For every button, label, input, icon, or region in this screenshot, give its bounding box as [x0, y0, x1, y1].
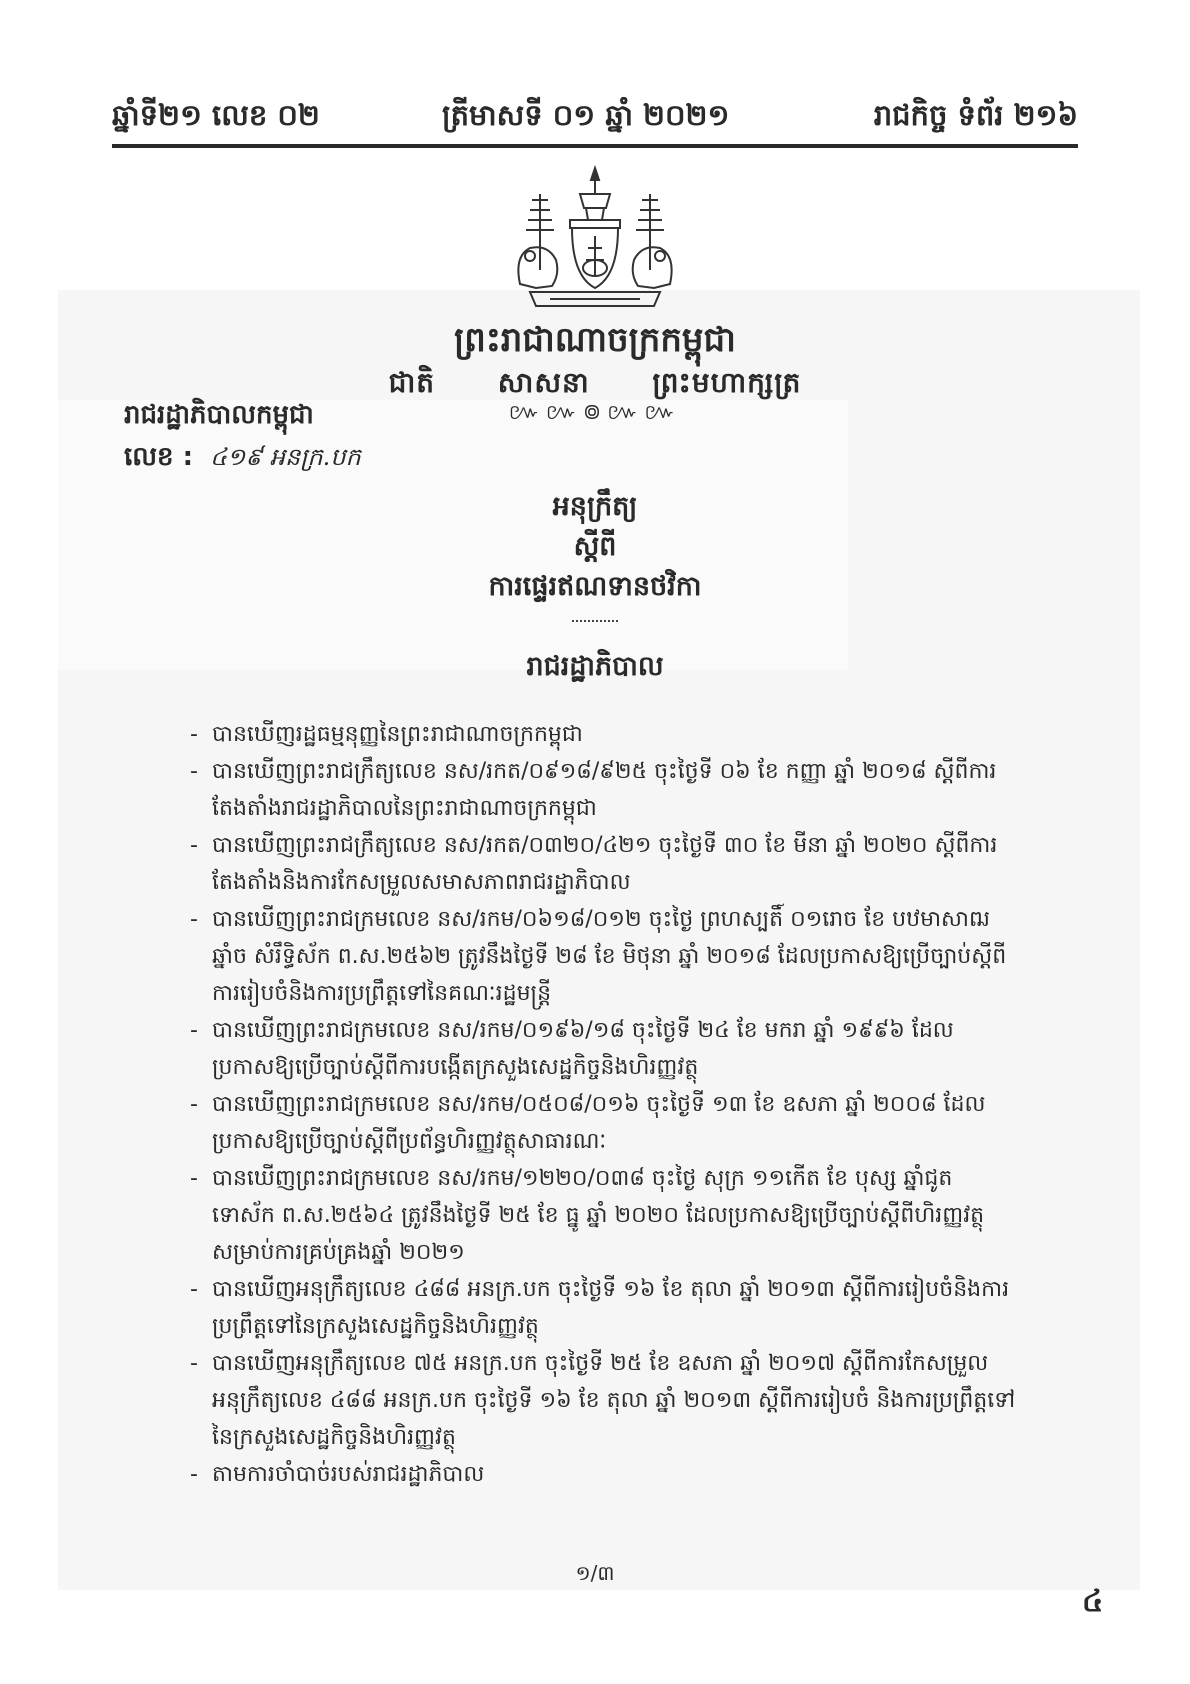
section-heading: រាជរដ្ឋាភិបាល [526, 651, 664, 682]
document-about: ស្តីពី [573, 531, 617, 562]
clause-item: - តាមការចាំបាច់របស់រាជរដ្ឋាភិបាល [190, 1456, 1020, 1493]
issuer-label: រាជរដ្ឋាភិបាលកម្ពុជា [124, 400, 314, 430]
clause-item: - បានឃើញព្រះរាជក្រមលេខ នស/រកម/០៦១៨/០១២ ចុះថ្ងៃ ព្រហស្បតិ៍ ០១រោច ខែ បឋមាសាឍ ឆ្នាំច សំរឹទ្ធិស័ក ព.ស.២៥៦២ ត្រូវនឹងថ្ងៃទី ២៨ ខែ មិថុនា ឆ្នាំ ២០១៨ ដែលប្រកាសឱ្យប្រើច្បាប់ស្តីពីការរៀបចំនិងការប្រព្រឹត្តទៅនៃគណៈរដ្ឋមន្ត្រី [190, 901, 1020, 1012]
page-number: ១/៣ [575, 1561, 615, 1585]
gazette-quarter: ត្រីមាសទី ០១ ឆ្នាំ ២០២១ [442, 98, 730, 132]
motto-king: ព្រះមហាក្សត្រ [652, 366, 802, 399]
royal-arms-emblem-icon [500, 164, 690, 316]
document-number [124, 440, 361, 478]
preamble-clauses [190, 716, 1020, 1493]
kingdom-name: ព្រះរាជាណាចក្រកម្ពុជា [454, 320, 736, 360]
motto-religion: សាសនា [497, 366, 590, 399]
document-subject: ការផ្ទេរឥណទានថវិកា [488, 571, 702, 602]
clause-item: - បានឃើញព្រះរាជក្រឹត្យលេខ នស/រកត/០៣២០/៤២១ ចុះថ្ងៃទី ៣០ ខែ មីនា ឆ្នាំ ២០២០ ស្តីពីការតែងតាំងនិងការកែសម្រួលសមាសភាពរាជរដ្ឋាភិបាល [190, 827, 1020, 901]
clause-item: - បានឃើញអនុក្រឹត្យលេខ ៤៨៨ អនក្រ.បក ចុះថ្ងៃទី ១៦ ខែ តុលា ឆ្នាំ ២០១៣ ស្តីពីការរៀបចំនិងការប្រព្រឹត្តទៅនៃក្រសួងសេដ្ឋកិច្ចនិងហិរញ្ញវត្ថុ [190, 1271, 1020, 1345]
ornament-divider: ៚៚៙៚៚ [508, 400, 682, 425]
clause-item: - បានឃើញព្រះរាជក្រឹត្យលេខ នស/រកត/០៩១៨/៩២៥ ចុះថ្ងៃទី ០៦ ខែ កញ្ញា ឆ្នាំ ២០១៨ ស្តីពីការតែងតាំងរាជរដ្ឋាភិបាលនៃព្រះរាជាណាចក្រកម្ពុជា [190, 753, 1020, 827]
gazette-page: រាជកិច្ច ទំព័រ ២១៦ [873, 98, 1078, 132]
document-number-value: ៤១៩ អនក្រ.បក [210, 443, 361, 471]
document-type: អនុក្រឹត្យ [552, 491, 638, 522]
document-number-label: លេខ : [124, 442, 193, 472]
clause-item: - បានឃើញព្រះរាជក្រមលេខ នស/រកម/០១៩៦/១៨ ចុះថ្ងៃទី ២៤ ខែ មករា ឆ្នាំ ១៩៩៦ ដែលប្រកាសឱ្យប្រើច្បាប់ស្តីពីការបង្កើតក្រសួងសេដ្ឋកិច្ចនិងហិរញ្ញវត្ថុ [190, 1012, 1020, 1086]
clause-item: - បានឃើញព្រះរាជក្រមលេខ នស/រកម/១២២០/០៣៨ ចុះថ្ងៃ សុក្រ ១១កើត ខែ បុស្ស ឆ្នាំជូត ទោស័ក ព.ស.២៥៦៤ ត្រូវនឹងថ្ងៃទី ២៥ ខែ ធ្នូ ឆ្នាំ ២០២០ ដែលប្រកាសឱ្យប្រើច្បាប់ស្តីពីហិរញ្ញវត្ថុសម្រាប់ការគ្រប់គ្រងឆ្នាំ ២០២១ [190, 1160, 1020, 1271]
clause-item: - បានឃើញអនុក្រឹត្យលេខ ៧៥ អនក្រ.បក ចុះថ្ងៃទី ២៥ ខែ ឧសភា ឆ្នាំ ២០១៧ ស្តីពីការកែសម្រួលអនុក្រឹត្យលេខ ៤៨៨ អនក្រ.បក ចុះថ្ងៃទី ១៦ ខែ តុលា ឆ្នាំ ២០១៣ ស្តីពីការរៀបចំ និងការប្រព្រឹត្តទៅនៃក្រសួងសេដ្ឋកិច្ចនិងហិរញ្ញវត្ថុ [190, 1345, 1020, 1456]
corner-mark: ៤ [1082, 1584, 1104, 1619]
title-divider [572, 620, 618, 622]
motto-nation: ជាតិ [388, 366, 436, 399]
clause-item: - បានឃើញរដ្ឋធម្មនុញ្ញនៃព្រះរាជាណាចក្រកម្ពុជា [190, 716, 1020, 753]
clause-item: - បានឃើញព្រះរាជក្រមលេខ នស/រកម/០៥០៨/០១៦ ចុះថ្ងៃទី ១៣ ខែ ឧសភា ឆ្នាំ ២០០៨ ដែលប្រកាសឱ្យប្រើច្បាប់ស្តីពីប្រព័ន្ធហិរញ្ញវត្ថុសាធារណៈ [190, 1086, 1020, 1160]
gazette-header [112, 92, 1078, 148]
gazette-year-issue: ឆ្នាំទី២១ លេខ ០២ [112, 98, 320, 132]
